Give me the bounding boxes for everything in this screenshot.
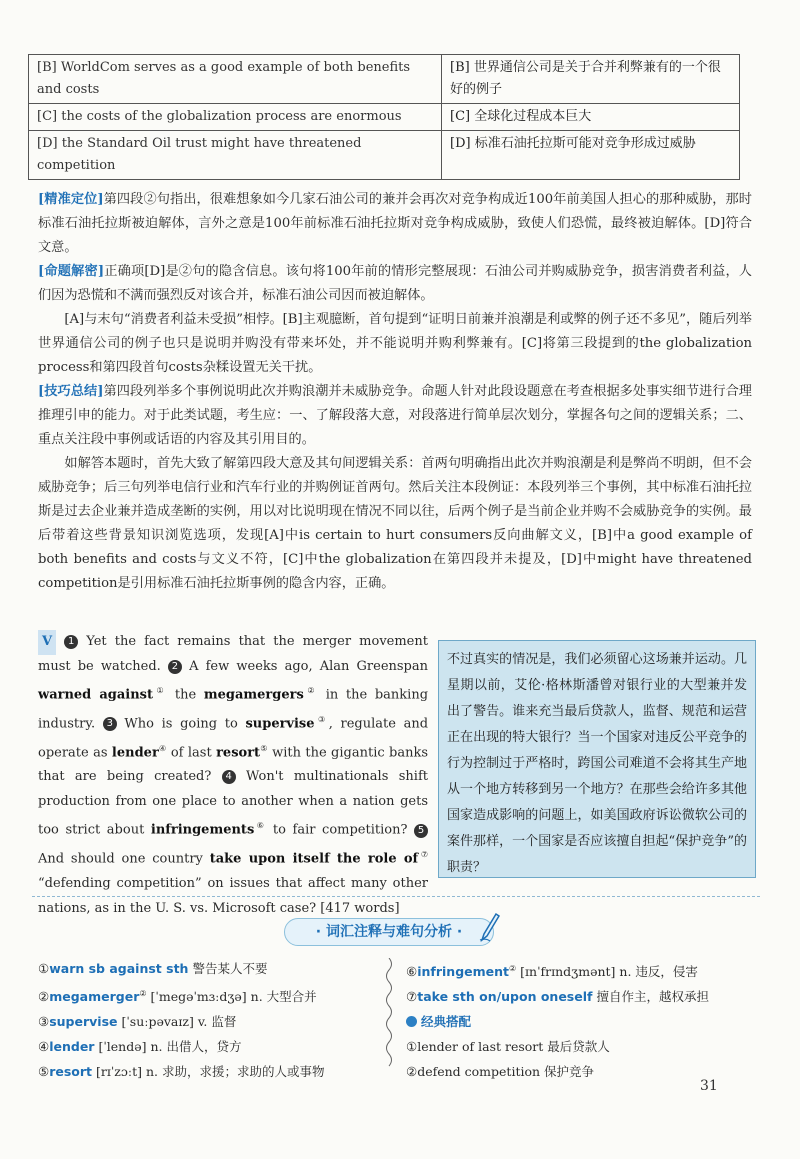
translation-box: 不过真实的情况是，我们必须留心这场兼并运动。几星期以前，艾伦·格林斯潘曾对银行业的大型兼并发出了警告。谁来充当最后贷款人，监督、规范和运营正在出现的特大银行？当一个国家对违反公平竞争的行为控制过于严格时，跨国公司难道不会将其生产地从一个地方转移到另一个地方？在那些会给许多其他国家造成影响的问题上，如美国政府诉讼微软公司的案件那样，一个国家是否应该擅自担起“保护竞争”的职责？: [438, 640, 756, 878]
page-number: 31: [700, 1078, 718, 1094]
options-table: [28, 54, 740, 180]
vocab-word: lender: [49, 1039, 95, 1055]
tag-location: [精准定位]: [38, 192, 104, 207]
footnote-6: ⑥: [254, 821, 267, 831]
classic-heading: [406, 1009, 756, 1034]
vocab-item-2: [38, 981, 378, 1009]
sentence-number-3: 3: [103, 717, 117, 731]
sentence-number-5: 5: [414, 824, 428, 838]
classic-item-1: ①lender of last resort 最后贷款人: [406, 1039, 610, 1055]
vocab-section-title: · 词汇注释与难句分析 ·: [284, 918, 494, 946]
vocab-def: 擅自作主，越权承担: [596, 989, 709, 1005]
vocab-word: warn sb against sth: [49, 961, 189, 976]
analysis-location-text: 第四段②句指出，很难想象如今几家石油公司的兼并会再次对竞争构成近100年前美国人担心的那种威胁，那时标准石油托拉斯被迫解体，言外之意是100年前标准石油托拉斯对竞争构成威胁，致使人们恐慌，最终被迫解体。[D]符合文意。: [38, 192, 752, 255]
analysis-decode: [38, 260, 752, 308]
footnote-7: ⑦: [418, 850, 429, 860]
vocab-num: ①: [38, 961, 50, 976]
vocab-list-left: [38, 956, 378, 1084]
vocab-word: infringement: [417, 964, 509, 980]
sentence-2b: the: [174, 687, 197, 703]
vocab-num: ④: [38, 1039, 50, 1055]
vocab-list-right: [406, 956, 756, 1084]
vocab-resort: resort: [216, 744, 261, 760]
vocab-word: resort: [49, 1064, 93, 1080]
passage-paragraph-v: [38, 630, 428, 921]
footnote-2: ②: [303, 686, 319, 695]
word-count: [417 words]: [320, 900, 400, 916]
sentence-number-4: 4: [222, 770, 236, 784]
classic-item-2: ②defend competition 保护竞争: [406, 1064, 595, 1080]
vocab-item-5: [38, 1059, 378, 1084]
option-row-d: [29, 131, 740, 180]
sentence-3c: of last: [170, 744, 212, 760]
section-divider: [32, 896, 760, 897]
sentence-3b: , regulate and operate as: [38, 716, 429, 760]
option-c-en: [C] the costs of the globalization process are enormous: [29, 104, 442, 131]
sentence-3a: Who is going to: [124, 716, 238, 732]
bullet-dot-icon: [406, 1016, 417, 1027]
vocab-def: 警告某人不要: [192, 961, 268, 976]
analysis-distractors: [A]与末句“消费者利益未受损”相悖。[B]主观臆断，首句提到“证明日前兼并浪潮是利或弊的例子还不多见”，随后列举世界通信公司的例子也只是说明并购没有带来坏处，并不能说明并购利弊兼有。[C]将第三段提到的the globalization process和第四段首句costs杂糅设置无关干扰。: [38, 312, 752, 375]
sentence-5b: “defending competition” on issues that affect many other nations, as in the U. S. vs. Microsoft case?: [38, 876, 428, 916]
analysis-example: 如解答本题时，首先大致了解第四段大意及其句间逻辑关系：首两句明确指出此次并购浪潮是利是弊尚不明朗，但不会威胁竞争；后三句列举电信行业和汽车行业的并购例证首两句。然后关注本段例证：本段列举三个事例，其中标准石油托拉斯是过去企业兼并造成垄断的实例，用以对比说明现在情况不同以往，后两个例子是当前企业并购不会威胁竞争的实例。最后带着这些背景知识浏览选项，发现[A]中is certain to hurt consumers反向曲解文义，[B]中a good example of both benefits and costs与文义不符，[C]中the globalization在第四段并未提及，[D]中might have threatened competition是引用标准石油托拉斯事例的隐含内容，正确。: [38, 456, 752, 591]
option-b-zh: [B] 世界通信公司是关于合并利弊兼有的一个很好的例子: [442, 55, 740, 104]
vocab-infringements: infringements: [150, 822, 255, 838]
tag-decode: [命题解密]: [38, 264, 105, 279]
sentence-5a: And should one country: [38, 851, 203, 867]
vocab-item-7: [406, 984, 756, 1009]
analysis-tips-text: 第四段列举多个事例说明此次并购浪潮并未威胁竞争。命题人针对此段设题意在考查根据多处事实细节进行合理推理引申的能力。对于此类试题，考生应：一、了解段落大意，对段落进行简单层次划分，掌握各句之间的逻辑关系；二、重点关注段中事例或话语的内容及其引用目的。: [38, 384, 752, 447]
vocab-num: ③: [38, 1014, 50, 1030]
vocab-sup: ②: [509, 964, 517, 973]
footnote-1: ①: [152, 686, 168, 695]
vocab-supervise: supervise: [245, 716, 315, 732]
option-row-c: [29, 104, 740, 131]
option-d-zh: [D] 标准石油托拉斯可能对竞争形成过威胁: [442, 131, 740, 180]
paragraph-label: V: [38, 630, 56, 655]
vocab-def: n. 出借人，贷方: [150, 1039, 242, 1055]
sentence-4b: to fair competition?: [272, 822, 408, 838]
answer-analysis: [38, 188, 752, 596]
footnote-4: ④: [158, 743, 167, 753]
sentence-1: Yet the fact remains that the merger movement must be watched.: [38, 634, 428, 674]
vocab-def: n. 求助，求援；求助的人或事物: [145, 1064, 325, 1080]
footnote-5: ⑤: [260, 743, 268, 753]
vocab-def: n. 大型合并: [250, 989, 317, 1005]
tag-tips: [技巧总结]: [38, 384, 104, 399]
vocab-num: ⑥: [406, 964, 418, 980]
footnote-3: ③: [314, 714, 329, 724]
sentence-number-1: 1: [64, 635, 78, 649]
binding-coil-decoration: [384, 958, 394, 1068]
vocab-num: ②: [38, 989, 50, 1005]
vocab-item-1: [38, 956, 378, 981]
vocab-def: n. 违反，侵害: [619, 964, 698, 980]
vocab-word: take sth on/upon oneself: [417, 989, 593, 1005]
analysis-location: [38, 188, 752, 260]
analysis-decode-text: 正确项[D]是②句的隐含信息。该句将100年前的情形完整展现：石油公司并购威胁竞争，损害消费者利益，人们因为恐慌和不满而强烈反对该合并，标准石油公司因而被迫解体。: [38, 264, 752, 303]
vocab-megamergers: megamergers: [203, 687, 304, 703]
vocab-lender: lender: [111, 744, 159, 760]
vocab-phonetic: [rɪˈzɔːt]: [96, 1064, 142, 1080]
vocab-def: v. 监督: [197, 1014, 237, 1030]
vocab-take-upon: take upon itself the role of: [209, 851, 419, 867]
classic-title: 经典搭配: [421, 1014, 472, 1030]
option-c-zh: [C] 全球化过程成本巨大: [442, 104, 740, 131]
sentence-2a: A few weeks ago, Alan Greenspan: [189, 658, 429, 674]
vocab-item-4: [38, 1034, 378, 1059]
vocab-word: megamerger: [49, 989, 140, 1005]
sentence-3d: with the gigantic banks that are being created?: [38, 744, 429, 785]
vocab-num: ⑤: [38, 1064, 50, 1080]
option-d-en: [D] the Standard Oil trust might have threatened competition: [29, 131, 442, 180]
vocab-sup: ②: [139, 989, 147, 998]
option-row-b: [29, 55, 740, 104]
vocab-word: supervise: [49, 1014, 118, 1030]
vocab-phonetic: [ˈlendə]: [98, 1039, 147, 1055]
sentence-4a: Won't multinationals shift production from one place to another when a nation gets too strict about: [38, 769, 428, 838]
vocab-phonetic: [ɪnˈfrɪndʒmənt]: [520, 964, 616, 980]
analysis-tips: [38, 380, 752, 452]
vocab-phonetic: [ˈmegəˈmɜːdʒə]: [150, 989, 247, 1005]
vocab-warned-against: warned against: [38, 687, 153, 703]
vocab-num: ⑦: [406, 989, 418, 1005]
vocab-phonetic: [ˈsuːpəvaɪz]: [121, 1014, 194, 1030]
sentence-2c: in the banking industry.: [38, 687, 429, 732]
sentence-number-2: 2: [168, 660, 182, 674]
vocab-item-6: [406, 956, 756, 984]
vocab-item-3: [38, 1009, 378, 1034]
pen-icon: [478, 912, 500, 942]
option-b-en: [B] WorldCom serves as a good example of both benefits and costs: [29, 55, 442, 104]
